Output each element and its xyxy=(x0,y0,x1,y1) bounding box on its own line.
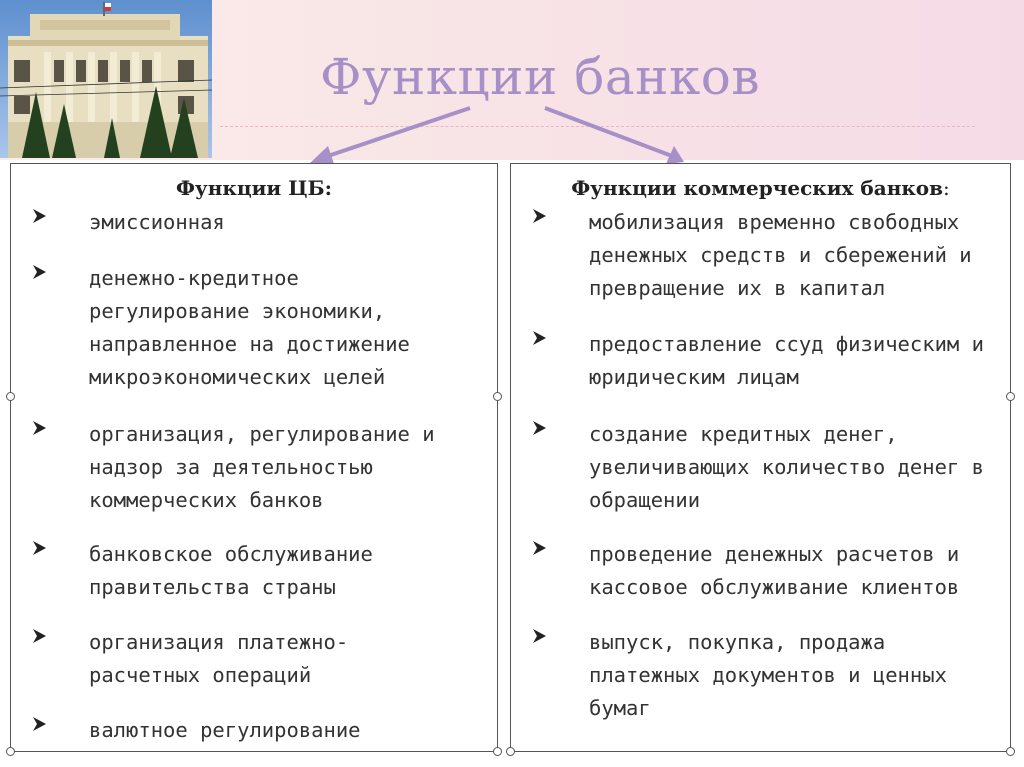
arrowhead-bullet-icon xyxy=(531,206,549,226)
arrow-left-head xyxy=(310,146,334,164)
arrowhead-bullet-icon xyxy=(531,418,549,438)
arrowhead-bullet-icon xyxy=(531,328,549,348)
cb-functions-heading: Функции ЦБ: xyxy=(175,176,333,200)
list-item: денежно-кредитное регулирование экономики, направленное на достижение микроэкономических целей xyxy=(31,262,489,394)
arrowhead-bullet-icon xyxy=(531,626,549,646)
list-item: банковское обслуживание правительства страны xyxy=(31,538,489,604)
resize-handle-left[interactable] xyxy=(6,392,15,401)
commercial-functions-heading-colon: : xyxy=(943,176,950,200)
list-item: эмиссионная xyxy=(31,206,489,239)
resize-handle-bottom-right[interactable] xyxy=(493,747,502,756)
commercial-functions-box xyxy=(510,163,1011,752)
arrowhead-bullet-icon xyxy=(31,714,49,734)
arrowhead-bullet-icon xyxy=(31,538,49,558)
cb-functions-box xyxy=(10,163,498,752)
list-item: валютное регулирование xyxy=(31,714,489,747)
list-item: выпуск, покупка, продажа платежных документов и ценных бумаг xyxy=(531,626,1002,725)
resize-handle-right[interactable] xyxy=(1006,392,1015,401)
arrow-right xyxy=(545,108,672,156)
commercial-functions-heading-text: Функции коммерческих банков xyxy=(571,176,944,200)
list-item: организация, регулирование и надзор за деятельностью коммерческих банков xyxy=(31,418,489,517)
arrowhead-bullet-icon xyxy=(31,626,49,646)
list-item: проведение денежных расчетов и кассовое обслуживание клиентов xyxy=(531,538,1002,604)
resize-handle-bottom-left[interactable] xyxy=(506,747,515,756)
arrowhead-bullet-icon xyxy=(531,538,549,558)
resize-handle-bottom-left[interactable] xyxy=(6,747,15,756)
arrowhead-bullet-icon xyxy=(31,418,49,438)
list-item: мобилизация временно свободных денежных средств и сбережений и превращение их в капитал xyxy=(531,206,1002,305)
commercial-functions-heading xyxy=(511,176,1010,200)
list-item: создание кредитных денег, увеличивающих количество денег в обращении xyxy=(531,418,1002,517)
slide-title: Функции банков xyxy=(320,48,760,106)
resize-handle-bottom-right[interactable] xyxy=(1006,747,1015,756)
list-item: организация платежно- расчетных операций xyxy=(31,626,489,692)
arrow-left xyxy=(322,108,470,158)
arrowhead-bullet-icon xyxy=(31,206,49,226)
arrowhead-bullet-icon xyxy=(31,262,49,282)
list-item: предоставление ссуд физическим и юридическим лицам xyxy=(531,328,1002,394)
resize-handle-right[interactable] xyxy=(493,392,502,401)
